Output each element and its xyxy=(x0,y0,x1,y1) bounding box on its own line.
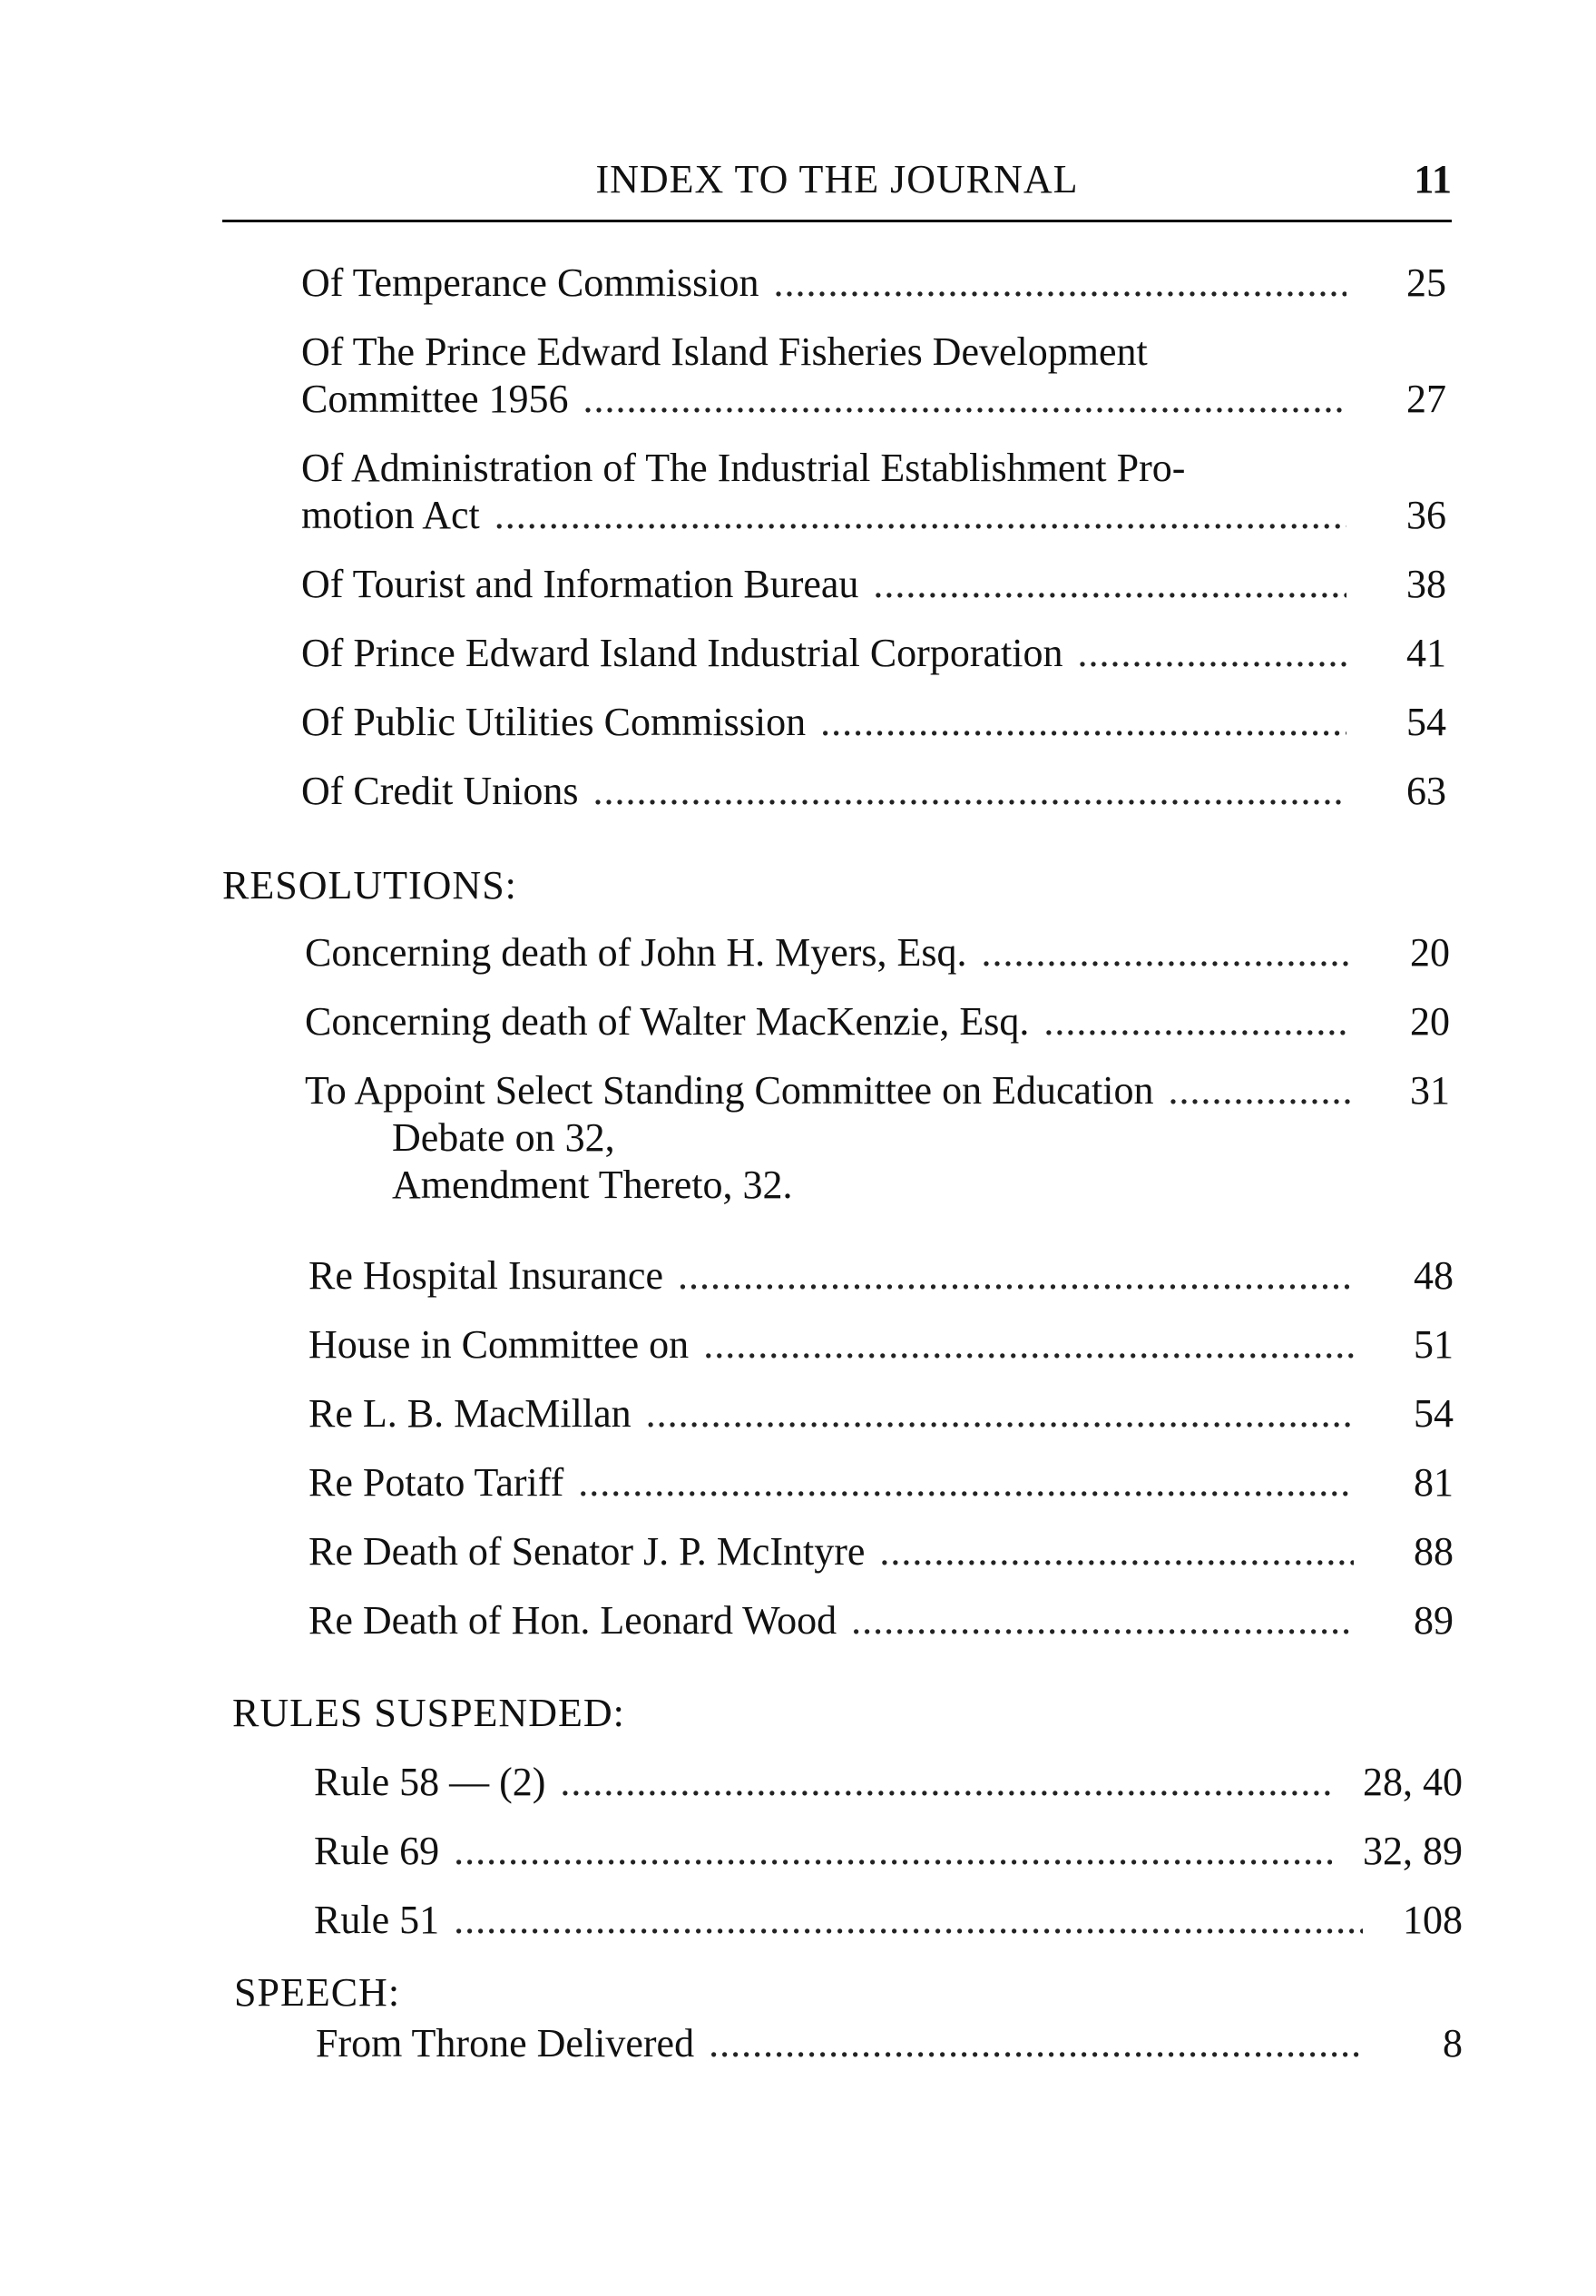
index-entry-leonard-wood xyxy=(308,1597,1454,1644)
entry-label: Of Tourist and Information Bureau xyxy=(301,562,859,606)
entry-label: Rule 58 — (2) xyxy=(314,1760,546,1804)
entry-page: 54 xyxy=(1414,1391,1454,1436)
entry-page: 20 xyxy=(1410,999,1450,1044)
entry-page: 48 xyxy=(1414,1253,1454,1298)
entry-page: 25 xyxy=(1406,260,1446,305)
entry-page: 88 xyxy=(1414,1529,1454,1574)
section-heading-speech: SPEECH: xyxy=(234,1970,401,2015)
entry-label-line1: Of Administration of The Industrial Establishment Pro- xyxy=(301,446,1186,490)
entry-label: From Throne Delivered xyxy=(316,2021,695,2065)
index-entry-fisheries xyxy=(301,329,1446,423)
section-heading-rules-suspended: RULES SUSPENDED: xyxy=(232,1691,625,1735)
index-entry-public-utilities xyxy=(301,699,1446,746)
entry-page: 51 xyxy=(1414,1322,1454,1367)
dot-leader xyxy=(578,1459,1354,1506)
dot-leader xyxy=(820,699,1346,746)
entry-page: 31 xyxy=(1410,1068,1450,1113)
entry-label: Re Hospital Insurance xyxy=(308,1253,663,1298)
entry-sub-amendment: Amendment Thereto, 32. xyxy=(392,1163,793,1207)
index-entry-mackenzie xyxy=(305,998,1450,1045)
dot-leader xyxy=(879,1528,1354,1575)
index-entry-industrial-corporation xyxy=(301,630,1446,677)
index-entry-rule-69 xyxy=(314,1828,1463,1875)
entry-page: 8 xyxy=(1443,2021,1463,2065)
entry-label: Rule 69 xyxy=(314,1829,440,1873)
dot-leader xyxy=(703,1321,1354,1369)
entry-label: To Appoint Select Standing Committee on Education xyxy=(305,1068,1154,1113)
entry-label: Rule 51 xyxy=(314,1898,440,1942)
dot-leader xyxy=(773,260,1346,307)
index-entry-rule-51 xyxy=(314,1897,1463,1944)
dot-leader xyxy=(593,768,1346,815)
dot-leader xyxy=(583,376,1346,423)
entry-label: Re Death of Senator J. P. McIntyre xyxy=(308,1529,866,1574)
index-entry-potato-tariff xyxy=(308,1459,1454,1506)
index-entry-house-in-committee xyxy=(308,1321,1454,1369)
dot-leader xyxy=(454,1897,1363,1944)
page-title: INDEX TO THE JOURNAL xyxy=(595,157,1079,201)
entry-label: Concerning death of Walter MacKenzie, Esq. xyxy=(305,999,1030,1044)
entry-label: Re Death of Hon. Leonard Wood xyxy=(308,1598,837,1643)
dot-leader xyxy=(678,1252,1354,1300)
entry-label: Re Potato Tariff xyxy=(308,1460,564,1505)
dot-leader xyxy=(1043,998,1350,1045)
index-entry-myers xyxy=(305,929,1450,976)
entry-page: 41 xyxy=(1406,631,1446,675)
index-entry-tourist-bureau xyxy=(301,561,1446,608)
entry-page: 81 xyxy=(1414,1460,1454,1505)
dot-leader xyxy=(1077,630,1346,677)
entry-page: 54 xyxy=(1406,700,1446,744)
index-entry-industrial-establishment xyxy=(301,445,1446,539)
entry-page: 108 xyxy=(1403,1898,1463,1942)
entry-page: 20 xyxy=(1410,930,1450,975)
entry-label: Of Credit Unions xyxy=(301,769,579,813)
entry-page: 28, 40 xyxy=(1363,1760,1463,1804)
dot-leader xyxy=(494,492,1346,539)
dot-leader xyxy=(454,1828,1332,1875)
entry-page: 63 xyxy=(1406,769,1446,813)
index-entry-throne-speech xyxy=(316,2020,1463,2067)
entry-label: Committee 1956 xyxy=(301,377,569,421)
entry-sub-debate: Debate on 32, xyxy=(392,1115,615,1160)
dot-leader xyxy=(646,1390,1354,1437)
entry-label-line1: Of The Prince Edward Island Fisheries Development xyxy=(301,329,1148,374)
index-entry-hospital-insurance xyxy=(308,1252,1454,1300)
index-entry-rule-58 xyxy=(314,1759,1463,1806)
section-heading-resolutions: RESOLUTIONS: xyxy=(222,863,517,908)
entry-label: motion Act xyxy=(301,493,480,537)
index-entry-mcintyre xyxy=(308,1528,1454,1575)
dot-leader xyxy=(709,2020,1363,2067)
entry-page: 38 xyxy=(1406,562,1446,606)
entry-label: Concerning death of John H. Myers, Esq. xyxy=(305,930,967,975)
entry-label: Of Public Utilities Commission xyxy=(301,700,807,744)
dot-leader xyxy=(1168,1067,1350,1114)
index-entry-credit-unions xyxy=(301,768,1446,815)
entry-page: 89 xyxy=(1414,1598,1454,1643)
entry-label: Of Prince Edward Island Industrial Corporation xyxy=(301,631,1063,675)
dot-leader xyxy=(873,561,1346,608)
index-entry-temperance xyxy=(301,260,1446,307)
entry-page: 32, 89 xyxy=(1363,1829,1463,1873)
dot-leader xyxy=(982,929,1350,976)
entry-page: 36 xyxy=(1406,493,1446,537)
entry-label: Of Temperance Commission xyxy=(301,260,759,305)
page-header xyxy=(222,156,1452,222)
page-number: 11 xyxy=(1414,157,1452,201)
dot-leader xyxy=(560,1759,1332,1806)
entry-label: Re L. B. MacMillan xyxy=(308,1391,632,1436)
entry-label: House in Committee on xyxy=(308,1322,690,1367)
index-entry-macmillan xyxy=(308,1390,1454,1437)
index-entry-education-committee xyxy=(305,1067,1450,1209)
dot-leader xyxy=(851,1597,1354,1644)
entry-page: 27 xyxy=(1406,377,1446,421)
